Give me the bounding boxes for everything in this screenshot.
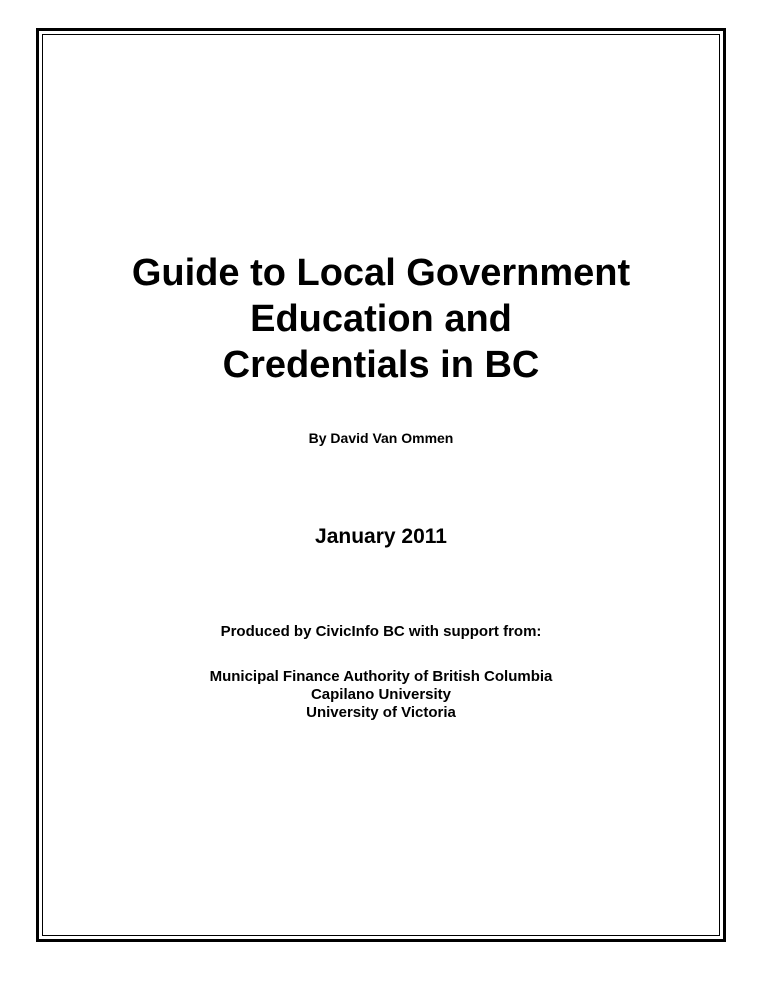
supporter-item: Municipal Finance Authority of British Columbia <box>209 668 553 685</box>
supporter-item: Capilano University <box>310 686 452 703</box>
title-line: Credentials in BC <box>222 344 540 386</box>
produced-by-statement: Produced by CivicInfo BC with support from: <box>220 623 542 640</box>
title-line: Education and <box>250 298 512 340</box>
page-border-inner-line <box>42 34 720 936</box>
author-byline: By David Van Ommen <box>308 430 454 446</box>
supporter-item: University of Victoria <box>306 704 456 721</box>
supporters-list <box>36 668 726 722</box>
title-line: Guide to Local Government <box>131 252 631 294</box>
document-title <box>36 250 726 388</box>
page-border <box>36 28 726 942</box>
publication-date: January 2011 <box>315 525 447 548</box>
